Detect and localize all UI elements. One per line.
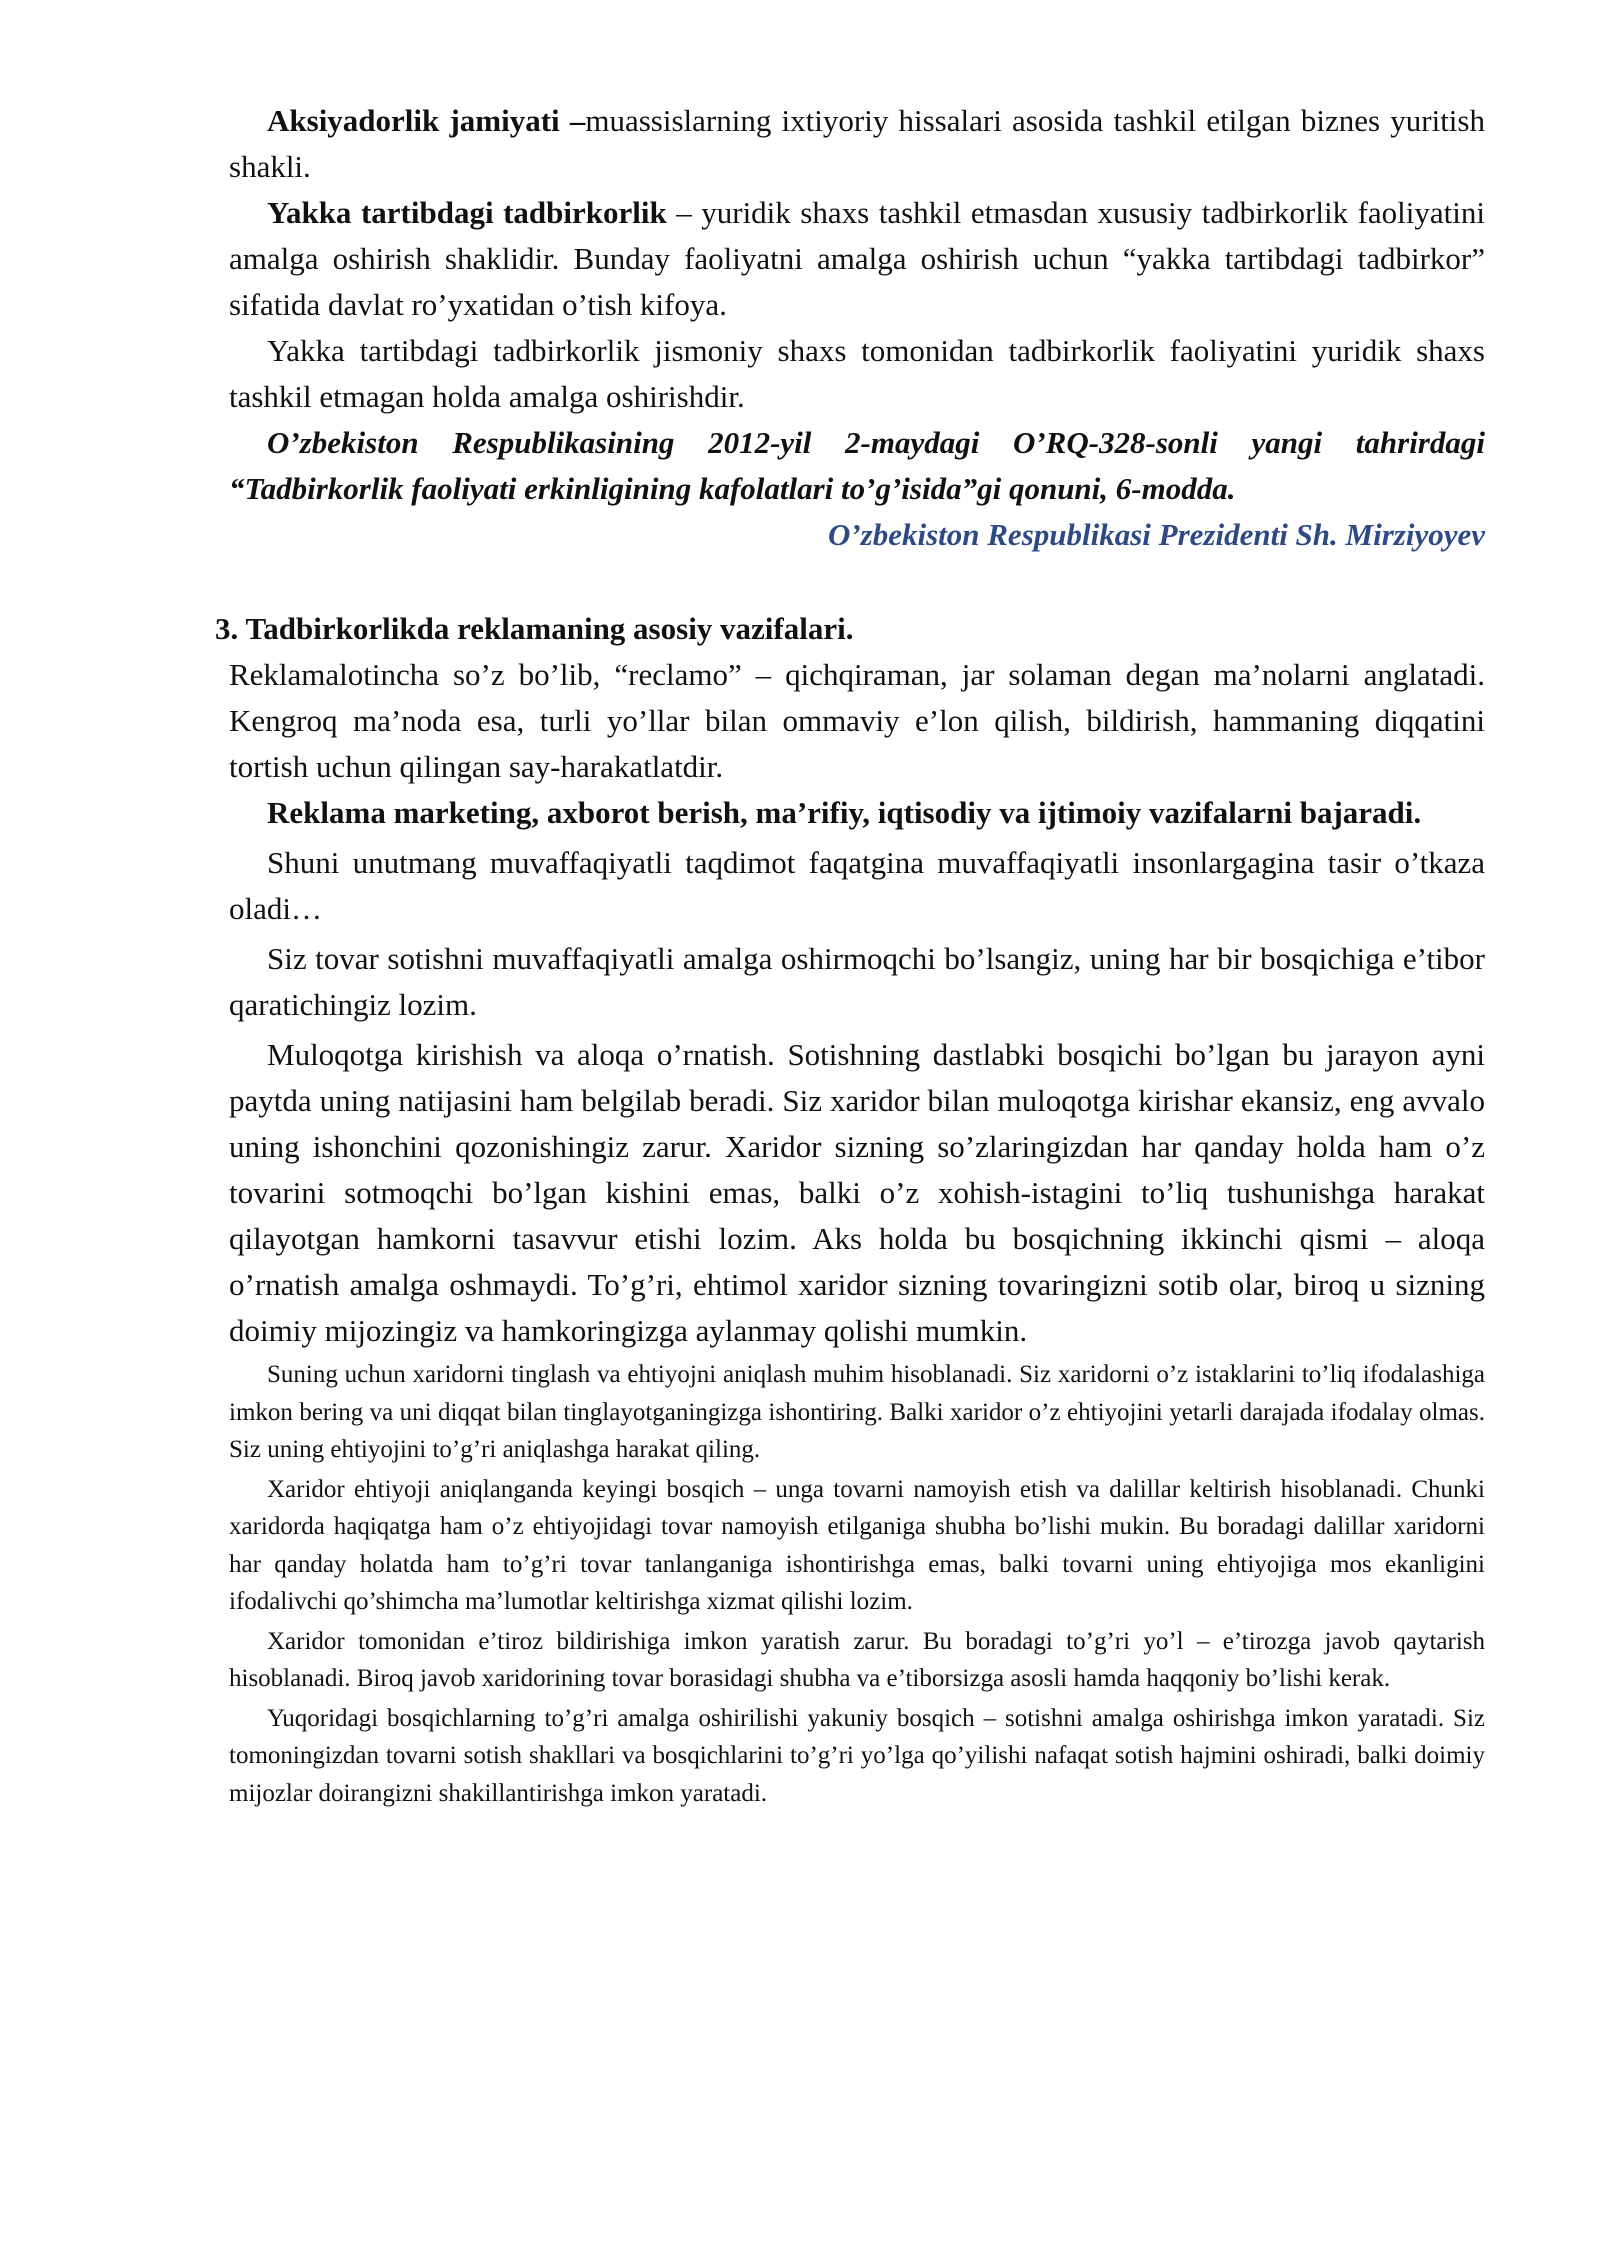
- law-quote: O’zbekiston Respublikasining 2012-yil 2-maydagi O’RQ-328-sonli yangi tahrirdagi “Tadbirkorlik faoliyati erkinligining kafolatlari to’g’isida”gi qonuni, 6-modda.: [229, 425, 1485, 506]
- paragraph-reklama-functions: [229, 790, 1485, 836]
- term-yakka-tartibdagi: Yakka tartibdagi tadbirkorlik: [267, 195, 667, 230]
- paragraph-etiroz: Xaridor tomonidan e’tiroz bildirishiga imkon yaratish zarur. Bu boradagi to’g’ri yo’l – e’tirozga javob qaytarish hisoblanadi. Biroq javob xaridorining tovar borasidagi shubha va e’tiborsizga asosli hamda haqqoniy bo’lishi kerak.: [229, 1627, 1485, 1692]
- paragraph-aksiyadorlik: [229, 98, 1485, 190]
- paragraph-yakuniy-bosqich: Yuqoridagi bosqichlarning to’g’ri amalga oshirilishi yakuniy bosqich – sotishni amalga oshirishga imkon yaratadi. Siz tomoningizdan tovarni sotish shakllari va bosqichlarini to’g’ri yo’lga qo’yilishi nafaqat sotish hajmini oshiradi, balki doimiy mijozlar doirangizni shakillantirishga imkon yaratadi.: [229, 1704, 1485, 1807]
- reklama-functions-bold: Reklama marketing, axborot berish, ma’rifiy, iqtisodiy va ijtimoiy vazifalarni bajaradi.: [267, 795, 1422, 830]
- paragraph-tovar-namoyish: Xaridor ehtiyoji aniqlanganda keyingi bosqich – unga tovarni namoyish etish va dalillar keltirish hisoblanadi. Chunki xaridorda haqiqatga ham o’z ehtiyojidagi tovar namoyish etilganiga shubha bo’lishi mukin. Bu boradagi dalillar xaridorni har qanday holatda ham to’g’ri tovar tanlanganiga ishontirishga emas, balki tovarni uning ehtiyojiga mos ekanligini ifodalivchi qo’shimcha ma’lumotlar keltirishga xizmat qilishi lozim.: [229, 1475, 1485, 1615]
- paragraph-tovar-sotish: Siz tovar sotishni muvaffaqiyatli amalga oshirmoqchi bo’lsangiz, uning har bir bosqichiga e’tibor qaratichingiz lozim.: [229, 941, 1485, 1022]
- paragraph-reklama-definition: Reklamalotincha so’z bo’lib, “reclamo” – qichqiraman, jar solaman degan ma’nolarni anglatadi. Kengroq ma’noda esa, turli yo’llar bilan ommaviy e’lon qilish, bildirish, hammaning diqqatini tortish uchun qilingan say-harakatlatdir.: [229, 657, 1485, 784]
- paragraph-yakka-tartibdagi: [229, 190, 1485, 328]
- paragraph-xaridorni-tinglash: Suning uchun xaridorni tinglash va ehtiyojni aniqlash muhim hisoblanadi. Siz xaridorni o’z istaklarini to’liq ifodalashiga imkon bering va uni diqqat bilan tinglayotganingizga ishontiring. Balki xaridor o’z ehtiyojini yetarli darajada ifodalay olmas. Siz uning ehtiyojini to’g’ri aniqlashga harakat qiling.: [229, 1361, 1485, 1463]
- document-page: [215, 98, 1485, 1812]
- section-heading: 3. Tadbirkorlikda reklamaning asosiy vazifalari.: [215, 611, 854, 646]
- paragraph-muloqotga-kirishish: Muloqotga kirishish va aloqa o’rnatish. Sotishning dastlabki bosqichi bo’lgan bu jarayon ayni paytda uning natijasini ham belgilab beradi. Siz xaridor bilan muloqotga kirishar ekansiz, eng avvalo uning ishonchini qozonishingiz zarur. Xaridor sizning so’zlaringizdan har qanday holda ham o’z tovarini sotmoqchi bo’lgan kishini emas, balki o’z xohish-istagini to’liq tushunishga harakat qilayotgan hamkorni tasavvur etishi lozim. Aks holda bu bosqichning ikkinchi qismi – aloqa o’rnatish amalga oshmaydi. To’g’ri, ehtimol xaridor sizning tovaringizni sotib olar, biroq u sizning doimiy mijozingiz va hamkoringizga aylanmay qolishi mumkin.: [229, 1037, 1485, 1348]
- quote-signature: O’zbekiston Respublikasi Prezidenti Sh. Mirziyoyev: [827, 517, 1485, 552]
- definition-yakka-tartibdagi: – yuridik shaxs tashkil etmasdan xususiy tadbirkorlik faoliyatini amalga oshirish shaklidir. Bunday faoliyatni amalga oshirish uchun “yakka tartibdagi tadbirkor” sifatida davlat ro’yxatidan o’tish kifoya.: [229, 195, 1485, 322]
- paragraph-taqdimot: Shuni unutmang muvaffaqiyatli taqdimot faqatgina muvaffaqiyatli insonlargagina tasir o’tkaza oladi…: [229, 845, 1485, 926]
- definition-aksiyadorlik: muassislarning ixtiyoriy hissalari asosida tashkil etilgan biznes yuritish shakli.: [229, 103, 1485, 184]
- paragraph-jismoniy-shaxs: Yakka tartibdagi tadbirkorlik jismoniy shaxs tomonidan tadbirkorlik faoliyatini yuridik shaxs tashkil etmagan holda amalga oshirishdir.: [229, 333, 1485, 414]
- term-aksiyadorlik: Aksiyadorlik jamiyati –: [267, 103, 586, 138]
